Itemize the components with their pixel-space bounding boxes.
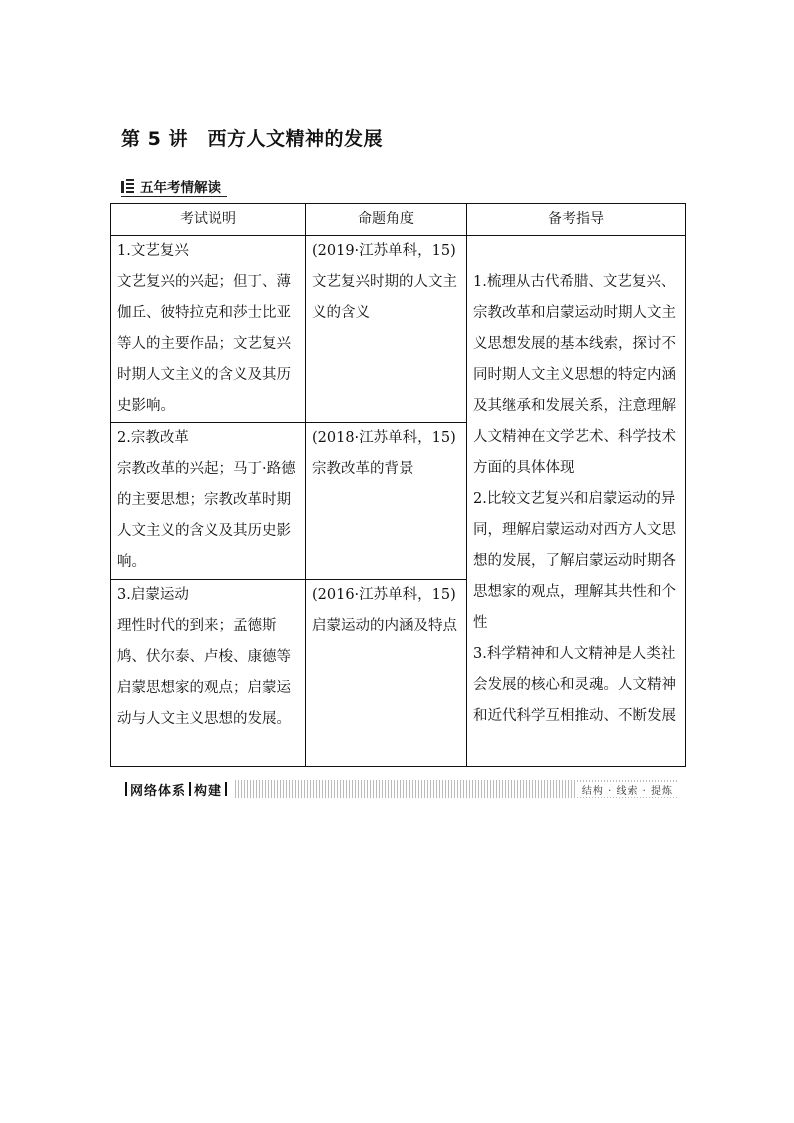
topic-body: 宗教改革的兴起；马丁·路德的主要思想；宗教改革时期人文主义的含义及其历史影响。 [117, 461, 296, 570]
topic-title: 3.启蒙运动 [117, 587, 189, 603]
table-header-row [111, 204, 686, 236]
banner-title-part2: 构建 [194, 783, 223, 799]
topic-body: 文艺复兴的兴起；但丁、薄伽丘、彼特拉克和莎士比亚等人的主要作品；文艺复兴时期人文主义的含义及其历史影响。 [117, 274, 291, 414]
network-system-banner [118, 780, 679, 798]
section-header [121, 176, 227, 197]
question-angle-cell: (2019·江苏单科，15)文艺复兴时期的人文主义的含义 [306, 236, 467, 423]
exam-analysis-table [110, 203, 686, 767]
question-angle-cell: (2016·江苏单科，15)启蒙运动的内涵及特点 [306, 580, 467, 767]
topic-title: 1.文艺复兴 [117, 243, 189, 259]
banner-title-part1: 网络体系 [130, 783, 187, 799]
exam-description-cell [111, 236, 306, 423]
header-question-angle: 命题角度 [306, 204, 467, 236]
banner-divider [125, 782, 127, 796]
exam-description-cell [111, 423, 306, 580]
header-study-guide: 备考指导 [467, 204, 686, 236]
banner-subtitle: 结构 · 线索 · 提炼 [576, 782, 679, 797]
header-exam-description: 考试说明 [111, 204, 306, 236]
topic-body: 理性时代的到来；孟德斯鸠、伏尔泰、卢梭、康德等启蒙思想家的观点；启蒙运动与人文主义思想的发展。 [117, 618, 291, 727]
question-angle-cell: (2018·江苏单科，15)宗教改革的背景 [306, 423, 467, 580]
study-guide-cell [467, 236, 686, 767]
section-bar-icon [121, 179, 134, 193]
study-guide-text: 1.梳理从古代希腊、文艺复兴、宗教改革和启蒙运动时期人文主义思想发展的基本线索，探讨不同时期人文主义思想的特定内涵及其继承和发展关系，注意理解人文精神在文学艺术、科学技术方面的具体体现 2.比较文艺复兴和启蒙运动的异同，理解启蒙运动对西方人文思想的发展，了解启蒙运动时期各思想家的观点，理解其共性和个性 3.科学精神和人文精神是人类社会发展的核心和灵魂。人文精神和近代科学互相推动、不断发展 [473, 274, 676, 724]
exam-description-cell [111, 580, 306, 767]
banner-divider [225, 782, 227, 796]
section-label: 五年考情解读 [140, 180, 221, 196]
topic-title: 2.宗教改革 [117, 430, 189, 446]
banner-divider [189, 782, 191, 796]
page-title: 第 5 讲 西方人文精神的发展 [121, 128, 383, 150]
banner-title [118, 780, 234, 799]
table-row [111, 236, 686, 423]
